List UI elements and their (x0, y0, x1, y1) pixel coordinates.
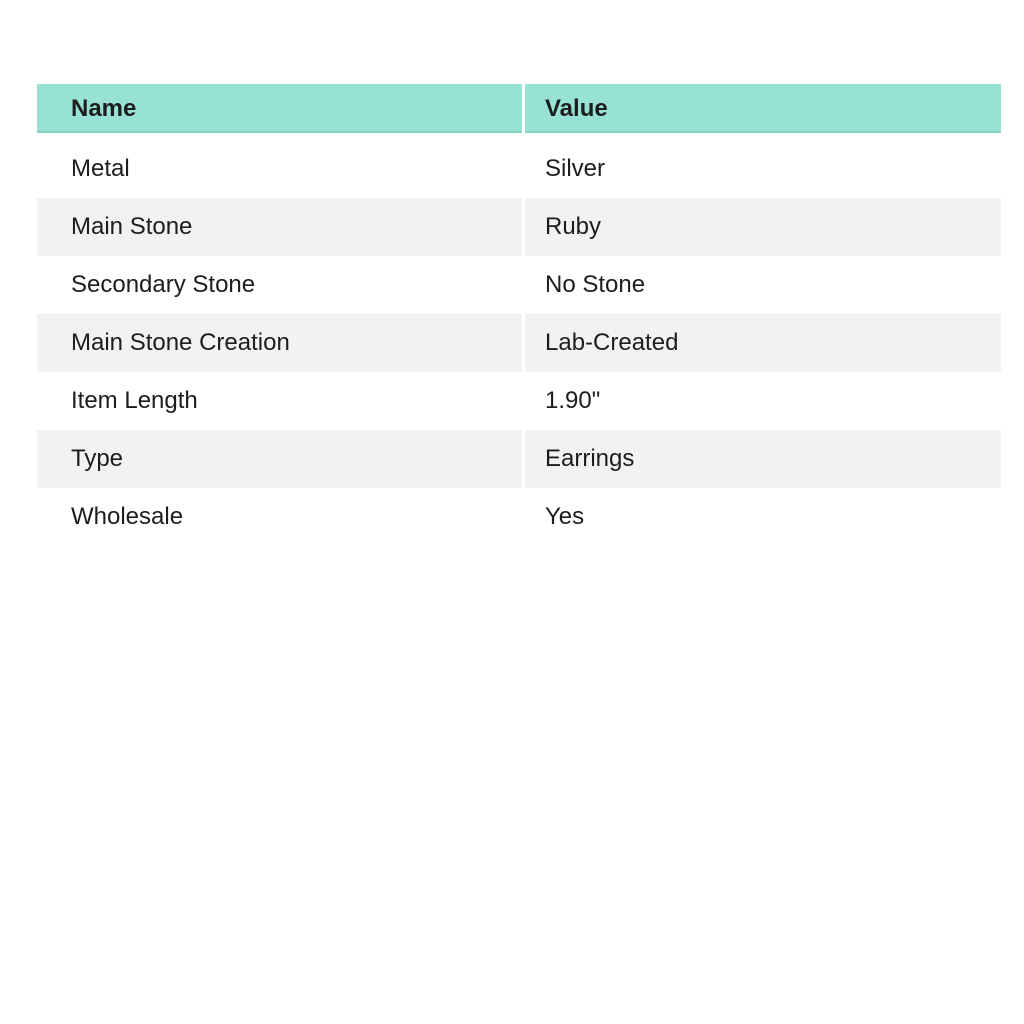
table-row (37, 488, 1001, 546)
spec-name: Main Stone (37, 198, 522, 256)
spec-value: 1.90" (525, 372, 1001, 430)
table-row (37, 314, 1001, 372)
column-header-name: Name (37, 84, 522, 133)
table-row (37, 198, 1001, 256)
table-row (37, 140, 1001, 198)
table-row (37, 430, 1001, 488)
table-row (37, 256, 1001, 314)
spec-value: Earrings (525, 430, 1001, 488)
table-row (37, 372, 1001, 430)
spec-value: No Stone (525, 256, 1001, 314)
spec-value: Silver (525, 140, 1001, 198)
spec-name: Secondary Stone (37, 256, 522, 314)
spec-name: Main Stone Creation (37, 314, 522, 372)
spec-name: Item Length (37, 372, 522, 430)
product-specs-table (37, 84, 1001, 546)
spec-value: Ruby (525, 198, 1001, 256)
spec-name: Metal (37, 140, 522, 198)
spec-value: Yes (525, 488, 1001, 546)
spec-name: Type (37, 430, 522, 488)
table-header-row (37, 84, 1001, 133)
column-header-value: Value (525, 84, 1001, 133)
spec-value: Lab-Created (525, 314, 1001, 372)
header-spacer (37, 133, 1001, 140)
spec-name: Wholesale (37, 488, 522, 546)
